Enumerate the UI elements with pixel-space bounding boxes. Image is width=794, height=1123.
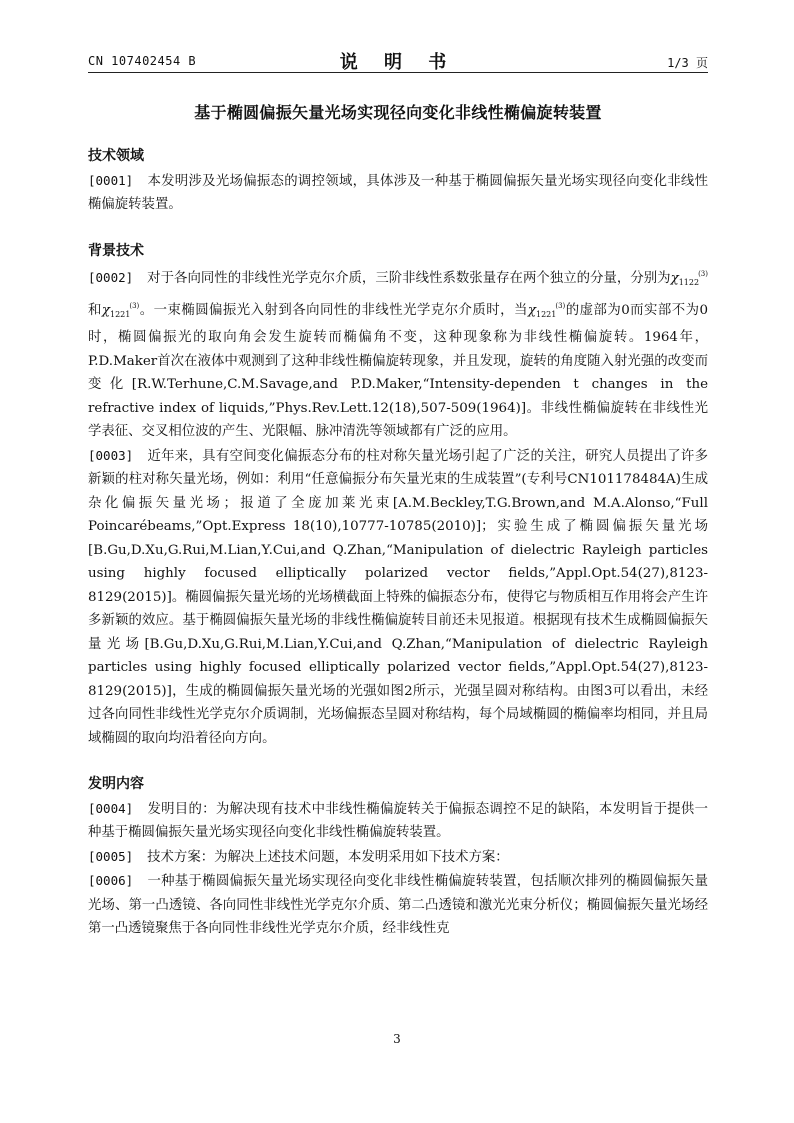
paragraph-0005 bbox=[88, 845, 708, 870]
paragraph-text: 本发明涉及光场偏振态的调控领域，具体涉及一种基于椭圆偏振矢量光场实现径向变化非线性椭偏旋转装置。 bbox=[88, 173, 708, 212]
paragraph-number: [0001] bbox=[88, 172, 134, 188]
section-heading-invention: 发明内容 bbox=[88, 776, 144, 792]
paragraph-0006 bbox=[88, 869, 708, 941]
paragraph-text: 近年来，具有空间变化偏振态分布的柱对称矢量光场引起了广泛的关注，研究人员提出了许多新颖的柱对称矢量光场，例如：利用“任意偏振分布矢量光束的生成装置”(专利号CN101178484A)生成杂化偏振矢量光场；报道了全庞加莱光束[A.M.Beckley,T.G.Brown,and M.A.Alonso,“Full Poincarébeams,”Opt.Express 18(10),10777-10785(2010)]；实验生成了椭圆偏振矢量光场[B.Gu,D.Xu,G.Rui,M.Lian,Y.Cui,and Q.Zhan,“Manipulation of dielectric Rayleigh particles using highly focused elliptically polarized vector fields,”Appl.Opt.54(27),8123-8129(2015)]。椭圆偏振矢量光场的光场横截面上特殊的偏振态分布，使得它与物质相互作用将会产生许多新颖的效应。基于椭圆偏振矢量光场的非线性椭偏旋转目前还未见报道。根据现有技术生成椭圆偏振矢量光场[B.Gu,D.Xu,G.Rui,M.Lian,Y.Cui,and Q.Zhan,“Manipulation of dielectric Rayleigh particles using highly focused elliptically polarized vector fields,”Appl.Opt.54(27),8123-8129(2015)]，生成的椭圆偏振矢量光场的光强如图2所示，光强呈圆对称结构。由图3可以看出，未经过各向同性非线性光学克尔介质调制，光场偏振态呈圆对称结构，每个局域椭圆的椭偏率均相同，并且局域椭圆的取向均沿着径向方向。 bbox=[88, 448, 708, 746]
paragraph-0004 bbox=[88, 797, 708, 845]
paragraph-text: 的虚部为0而实部不为0时，椭圆偏振光的取向角会发生旋转而椭偏角不变，这种现象称为非线性椭偏旋转。1964年，P.D.Maker首次在液体中观测到了这种非线性椭偏旋转现象，并且发现，旋转的角度随入射光强的改变而变化[R.W.Terhune,C.M.Savage,and P.D.Maker,“Intensity-dependen t changes in the refractive index of liquids,”Phys.Rev.Lett.12(18),507-509(1964)]。非线性椭偏旋转在非线性光学表征、交叉相位波的产生、光限幅、脉冲清洗等领域都有广泛的应用。 bbox=[88, 302, 709, 439]
section-heading-background: 背景技术 bbox=[88, 242, 144, 259]
paragraph-text: 和 bbox=[88, 302, 102, 318]
paragraph-0002 bbox=[88, 263, 708, 444]
patent-number: CN 107402454 B bbox=[88, 54, 197, 68]
paragraph-number: [0002] bbox=[88, 270, 134, 285]
document-body bbox=[88, 145, 708, 941]
section-heading-tech-field: 技术领域 bbox=[88, 148, 144, 164]
paragraph-number: [0005] bbox=[88, 848, 134, 864]
chi-1221-symbol: $\chi_{1221}^{(3)}$ bbox=[527, 301, 566, 319]
page-header bbox=[88, 44, 708, 72]
page-number: 3 bbox=[393, 1032, 401, 1046]
paragraph-0001 bbox=[88, 169, 708, 217]
header-rule bbox=[88, 72, 708, 73]
paragraph-text: 对于各向同性的非线性光学克尔介质，三阶非线性系数张量存在两个独立的分量，分别为 bbox=[147, 271, 671, 286]
page-info: 1/3 页 bbox=[667, 56, 708, 70]
paragraph-number: [0003] bbox=[88, 447, 134, 463]
paragraph-number: [0004] bbox=[88, 800, 134, 816]
document-type: 说 明 书 bbox=[339, 52, 457, 73]
paragraph-number: [0006] bbox=[88, 873, 134, 888]
paragraph-text: 发明目的：为解决现有技术中非线性椭偏旋转关于偏振态调控不足的缺陷，本发明旨于提供一种基于椭圆偏振矢量光场实现径向变化非线性椭偏旋转装置。 bbox=[88, 801, 708, 840]
chi-1122-symbol: $\chi_{1122}^{(3)}$ bbox=[670, 270, 708, 287]
chi-1221-symbol: $\chi_{1221}^{(3)}$ bbox=[101, 301, 140, 319]
paragraph-text: 。一束椭圆偏振光入射到各向同性的非线性光学克尔介质时，当 bbox=[139, 302, 528, 318]
document-title: 基于椭圆偏振矢量光场实现径向变化非线性椭偏旋转装置 bbox=[194, 103, 602, 122]
paragraph-text: 一种基于椭圆偏振矢量光场实现径向变化非线性椭偏旋转装置，包括顺次排列的椭圆偏振矢量光场、第一凸透镜、各向同性非线性光学克尔介质、第二凸透镜和激光光束分析仪；椭圆偏振矢量光场经第一凸透镜聚焦于各向同性非线性光学克尔介质，经非线性克 bbox=[88, 874, 708, 936]
paragraph-0003 bbox=[88, 444, 708, 751]
paragraph-text: 技术方案：为解决上述技术问题，本发明采用如下技术方案： bbox=[147, 849, 509, 865]
